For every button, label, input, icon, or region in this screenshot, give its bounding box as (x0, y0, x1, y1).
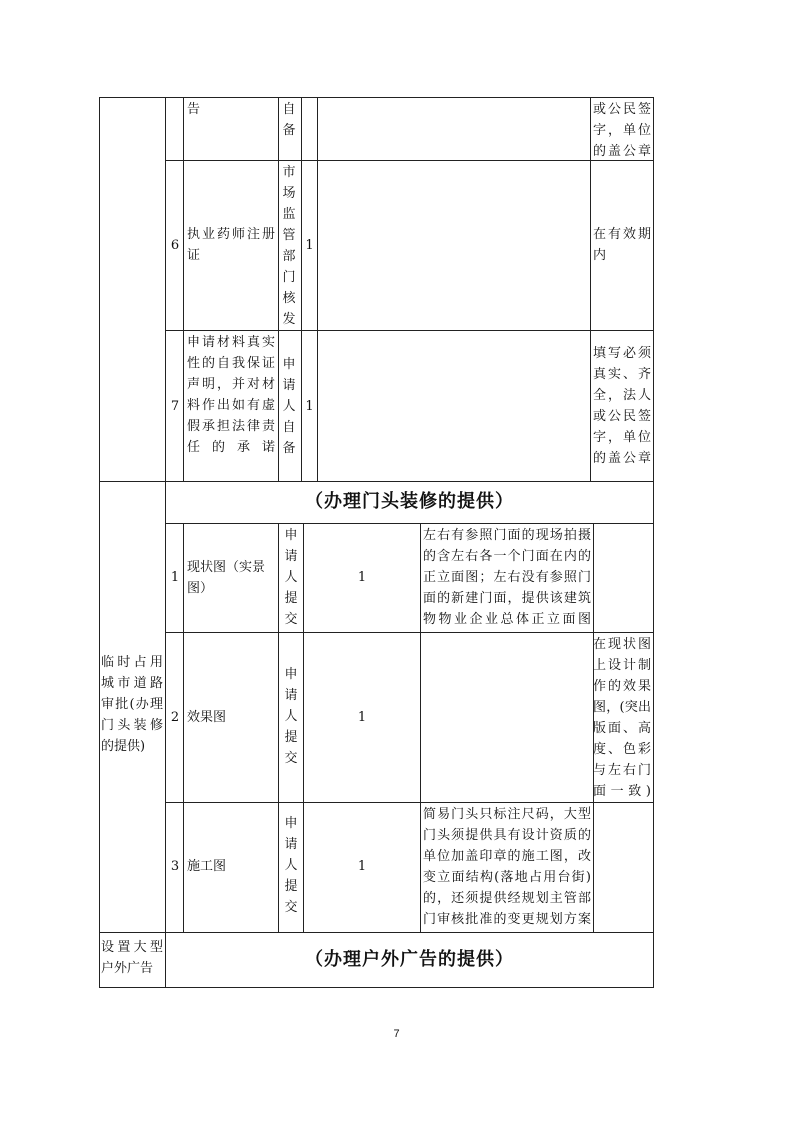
material-note: 或公民签字，单位的盖公章 (593, 102, 651, 159)
row-divider (165, 330, 654, 331)
row-divider (165, 160, 654, 161)
col-divider (317, 97, 318, 481)
material-requirement: 简易门头只标注尺码，大型门头须提供具有设计资质的单位加盖印章的施工图，改变立面结构(落地占用台街)的，还须提供经规划主管部门审核批准的变更规划方案 (423, 807, 591, 927)
material-note: 在现状图上设计制作的效果图，(突出版面、高度、色彩与左右门面一致) (593, 637, 651, 799)
col-divider (590, 97, 591, 481)
material-quantity: 1 (357, 859, 367, 874)
material-source: 市场监管部门核发 (282, 165, 296, 327)
col-divider (183, 97, 184, 481)
table-left-border (99, 97, 100, 987)
col-divider (183, 523, 184, 932)
material-quantity: 1 (305, 238, 314, 253)
page-number: 7 (393, 1028, 400, 1040)
material-name: 申请材料真实性的自我保证声明，并对材料作出如有虚假承担法律责任的承诺 (187, 335, 275, 455)
material-source: 申请人提交 (284, 667, 298, 766)
table-bottom-border (99, 987, 654, 988)
material-quantity: 1 (357, 710, 367, 725)
row-divider (165, 523, 654, 524)
row-number: 7 (170, 399, 180, 414)
material-name: 执业药师注册证 (187, 227, 275, 263)
row-number: 2 (170, 710, 180, 725)
material-source: 申请人自备 (282, 357, 296, 456)
material-source: 申请人提交 (284, 528, 298, 627)
material-name: 施工图 (187, 859, 227, 874)
col-divider (165, 97, 166, 987)
material-source: 自备 (282, 102, 296, 138)
material-note: 填写必须真实、齐全，法人或公民签字，单位的盖公章 (593, 346, 651, 466)
material-quantity: 1 (305, 399, 314, 414)
row-number: 6 (170, 238, 180, 253)
material-name: 现状图（实景图） (187, 560, 266, 596)
row-divider (165, 632, 654, 633)
section-title: （办理门头装修的提供） (305, 491, 514, 512)
row-number: 1 (170, 570, 180, 585)
section-title: （办理户外广告的提供） (305, 949, 514, 970)
col-divider (278, 97, 279, 481)
row-number: 3 (170, 859, 180, 874)
material-source: 申请人提交 (284, 816, 298, 915)
table-right-border (653, 97, 654, 987)
material-note: 在有效期内 (593, 227, 651, 263)
category-label: 临时占用城市道路审批(办理门头装修的提供) (101, 655, 163, 754)
material-name: 告 (187, 102, 201, 117)
col-divider (301, 97, 302, 481)
material-requirement: 左右有参照门面的现场拍摄的含左右各一个门面在内的正立面图；左右没有参照门面的新建门面，提供该建筑物物业企业总体正立面图 (423, 528, 591, 627)
col-divider (420, 523, 421, 932)
col-divider (278, 523, 279, 932)
row-divider (165, 802, 654, 803)
material-quantity: 1 (357, 570, 367, 585)
category-label: 设置大型户外广告 (101, 940, 163, 976)
row-divider (99, 932, 654, 933)
material-name: 效果图 (187, 710, 227, 725)
row-divider (99, 481, 654, 482)
